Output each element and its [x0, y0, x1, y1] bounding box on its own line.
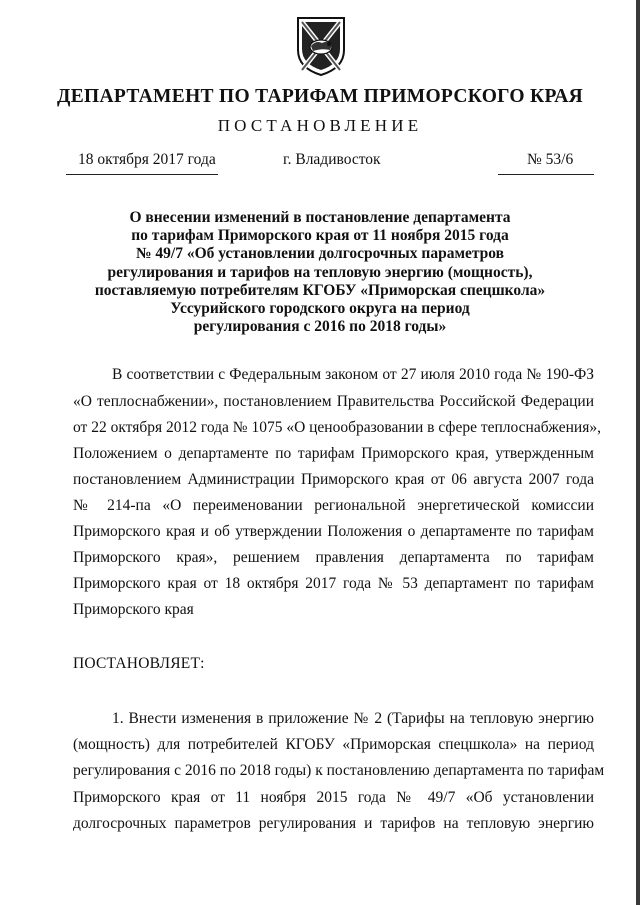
preamble-line: Приморского края от 18 октября 2017 года № 53 департамент по тарифам: [73, 575, 594, 592]
title-line: регулирования с 2016 по 2018 годы»: [193, 318, 447, 336]
item-line: 1. Внести изменения в приложение № 2 (Тарифы на тепловую энергию: [112, 710, 594, 727]
preamble-line: № 214-па «О переименовании региональной энергетической комиссии: [73, 497, 594, 514]
preamble-line: Приморского края: [73, 601, 194, 618]
document-number: № 53/6: [527, 151, 574, 168]
item-line: (мощность) для потребителей КГОБУ «Приморская спецшкола» на период: [73, 736, 594, 753]
item-line: долгосрочных параметров регулирования и тарифов на тепловую энергию: [73, 815, 594, 832]
resolves-heading: ПОСТАНОВЛЯЕТ:: [73, 655, 205, 672]
preamble-line: В соответствии с Федеральным законом от 27 июля 2010 года № 190-ФЗ: [112, 366, 594, 383]
title-line: № 49/7 «Об установлении долгосрочных параметров: [135, 245, 505, 263]
coat-of-arms-icon: [294, 14, 348, 78]
item-line: регулирования с 2016 по 2018 годы) к постановлению департамента по тарифам: [73, 762, 605, 779]
title-line: Уссурийского городского округа на период: [170, 300, 470, 318]
document-type: ПОСТАНОВЛЕНИЕ: [217, 116, 423, 135]
preamble-line: от 22 октября 2012 года № 1075 «О ценообразовании в сфере теплоснабжения»,: [73, 419, 601, 436]
preamble-line: Положением о департаменте по тарифам Приморского края, утвержденным: [73, 445, 594, 462]
title-line: поставляемую потребителям КГОБУ «Приморская спецшкола»: [94, 281, 546, 299]
title-line: по тарифам Приморского края от 11 ноября 2015 года: [131, 227, 509, 245]
date-underline: [66, 174, 218, 175]
document-date: 18 октября 2017 года: [78, 151, 216, 168]
document-city: г. Владивосток: [283, 151, 381, 168]
organization-name: ДЕПАРТАМЕНТ ПО ТАРИФАМ ПРИМОРСКОГО КРАЯ: [57, 86, 583, 107]
title-line: регулирования и тарифов на тепловую энергию (мощность),: [107, 263, 533, 281]
number-underline: [498, 174, 594, 175]
scan-edge: [636, 0, 640, 905]
document-title: [0, 209, 640, 336]
preamble-line: постановлением Администрации Приморского края от 06 августа 2007 года: [73, 471, 594, 488]
item-line: Приморского края от 11 ноября 2015 года № 49/7 «Об установлении: [73, 789, 594, 806]
preamble-line: Приморского края и об утверждении Положения о департаменте по тарифам: [73, 523, 594, 540]
preamble-line: Приморского края», решением правления департамента по тарифам: [73, 549, 594, 566]
title-line: О внесении изменений в постановление департамента: [129, 209, 511, 226]
preamble-line: «О теплоснабжении», постановлением Правительства Российской Федерации: [73, 393, 594, 410]
